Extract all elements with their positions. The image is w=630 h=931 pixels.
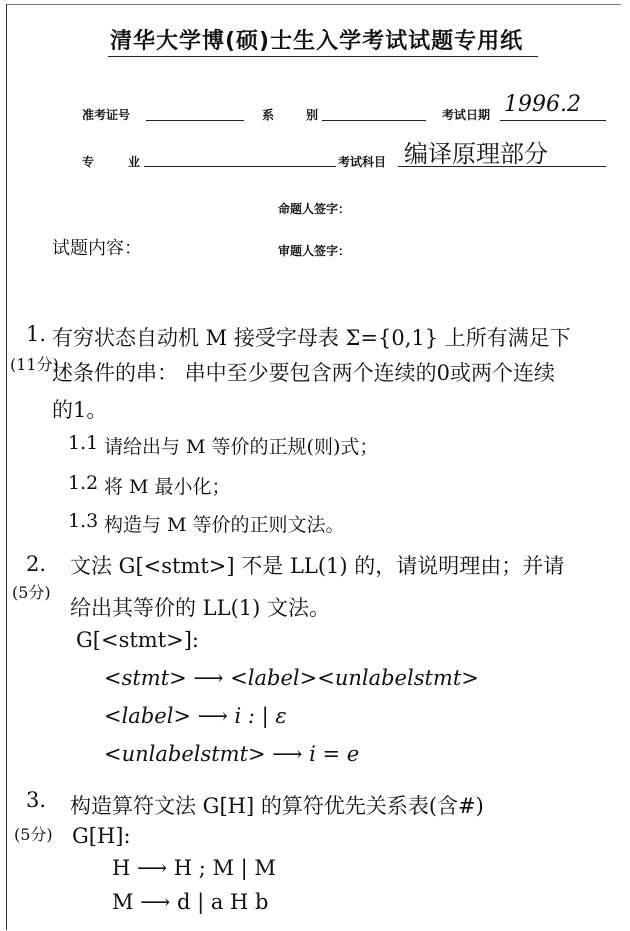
q2-rule-3: <unlabelstmt> ⟶ i = e <box>104 742 360 766</box>
q3-score: (5分) <box>14 825 53 844</box>
kaoshi-kemu-value: 编译原理部分 <box>404 140 548 168</box>
zhuanye-label-2: 业 <box>128 155 141 169</box>
q2-rule-2: <label> ⟶ i : | ε <box>104 704 287 728</box>
kaoshi-kemu-line <box>398 166 606 167</box>
q2-score: (5分) <box>12 583 51 602</box>
q2-grammar-head: G[<stmt>]: <box>76 628 199 652</box>
mingti-signature-label: 命题人签字： <box>278 202 351 216</box>
q1-sub2-number: 1.2 <box>68 472 99 494</box>
q3-number: 3. <box>26 788 47 812</box>
zhuanye-label-1: 专 <box>82 155 95 169</box>
kaoshi-riqi-label: 考试日期 <box>442 108 491 122</box>
q1-line-3: 的1。 <box>52 398 108 422</box>
kaoshi-riqi-line <box>500 120 606 121</box>
zhunkao-field-line <box>146 120 244 121</box>
q1-sub3-text: 构造与 M 等价的正则文法。 <box>104 514 345 536</box>
xibie-label-1: 系 <box>262 108 275 122</box>
q2-line-2: 给出其等价的 LL(1) 文法。 <box>70 596 330 620</box>
xibie-label-2: 别 <box>306 108 319 122</box>
q1-number: 1. <box>26 322 47 346</box>
q2-rule-1: <stmt> ⟶ <label><unlabelstmt> <box>104 666 479 690</box>
q1-sub2-text: 将 M 最小化； <box>104 476 231 498</box>
q1-score: (11分) <box>10 355 59 374</box>
q3-rule-1: H ⟶ H ; M | M <box>112 856 276 880</box>
title-underline <box>108 56 538 57</box>
q3-line-1: 构造算符文法 G[H] 的算符优先关系表(含#) <box>70 794 484 818</box>
q2-line-1: 文法 G[<stmt>] 不是 LL(1) 的，请说明理由；并请 <box>70 554 565 578</box>
content-label: 试题内容： <box>52 238 142 259</box>
kaoshi-kemu-label: 考试科目 <box>338 155 387 169</box>
page-title: 清华大学博(硕)士生入学考试试题专用纸 <box>110 29 524 54</box>
zhuanye-field-line <box>144 166 336 167</box>
shenti-signature-label: 审题人签字： <box>278 244 351 258</box>
xibie-field-line <box>322 120 426 121</box>
q3-grammar-head: G[H]: <box>72 824 131 848</box>
q1-sub3-number: 1.3 <box>68 510 99 532</box>
q3-rule-2: M ⟶ d | a H b <box>112 890 269 914</box>
q1-line-1: 有穷状态自动机 M 接受字母表 Σ={0,1} 上所有满足下 <box>52 326 571 350</box>
q1-line-2: 述条件的串： 串中至少要包含两个连续的0或两个连续 <box>52 361 556 385</box>
q1-sub1-text: 请给出与 M 等价的正规(则)式； <box>104 436 379 458</box>
zhunkao-label: 准考证号 <box>82 108 131 122</box>
q2-number: 2. <box>26 552 47 576</box>
q1-sub1-number: 1.1 <box>68 432 99 454</box>
kaoshi-riqi-value: 1996.2 <box>504 92 581 117</box>
